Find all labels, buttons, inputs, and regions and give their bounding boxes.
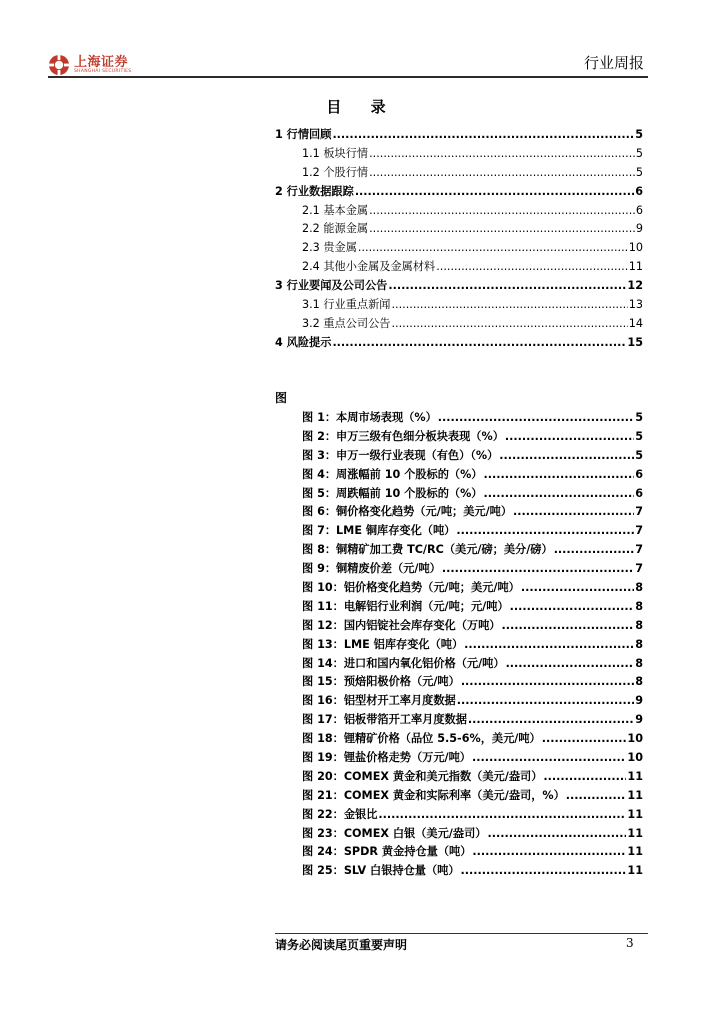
figure-entry-page: 11 xyxy=(627,788,643,802)
dot-leader xyxy=(369,147,635,160)
toc-subsection-entry-label: 1.1 板块行情 xyxy=(302,146,369,160)
figure-entry[interactable] xyxy=(275,409,643,428)
dot-leader xyxy=(369,166,635,179)
dot-leader xyxy=(487,827,626,840)
dot-leader xyxy=(484,487,635,500)
toc-section-entry-label: 4 风险提示 xyxy=(275,335,332,349)
dot-leader xyxy=(436,260,628,273)
figure-entry-label: 图 15：预焙阳极价格（元/吨） xyxy=(302,675,460,689)
figure-entry-page: 11 xyxy=(627,826,643,840)
figure-entry[interactable] xyxy=(275,730,643,749)
figure-entry-label: 图 5：周跌幅前 10 个股标的（%） xyxy=(302,486,483,500)
figure-entry[interactable] xyxy=(275,466,643,485)
figure-entry[interactable] xyxy=(275,522,643,541)
footer-notice: 请务必阅读尾页重要声明 xyxy=(275,938,408,952)
dot-leader xyxy=(457,694,634,707)
dot-leader xyxy=(505,430,634,443)
toc-section-entry-page: 5 xyxy=(635,128,643,141)
figure-entry[interactable] xyxy=(275,862,643,881)
toc-subsection-entry-label: 2.2 能源金属 xyxy=(302,222,369,236)
figure-entry[interactable] xyxy=(275,825,643,844)
dot-leader xyxy=(332,336,626,349)
dot-leader xyxy=(472,845,626,858)
figure-entry-label: 图 23：COMEX 白银（美元/盎司） xyxy=(302,826,487,840)
figure-entry-page: 11 xyxy=(627,845,643,859)
figure-entry-label: 图 1：本周市场表现（%） xyxy=(302,411,437,424)
figure-entry-label: 图 6：铜价格变化趋势（元/吨；美元/吨） xyxy=(302,505,513,519)
figure-entry[interactable] xyxy=(275,560,643,579)
report-type: 行业周报 xyxy=(583,54,644,72)
figure-entry-label: 图 9：铜精废价差（元/吨） xyxy=(302,562,441,576)
toc-section-entry-label: 3 行业要闻及公司公告 xyxy=(275,279,388,293)
figure-entry-label: 图 22：金银比 xyxy=(302,807,378,821)
figure-entry-label: 图 2：申万三级有色细分板块表现（%） xyxy=(302,429,504,443)
dot-leader xyxy=(521,581,634,594)
toc-subsection-entry-page: 13 xyxy=(628,298,643,312)
toc-section-entry-page: 12 xyxy=(627,279,643,293)
figure-entry[interactable] xyxy=(275,787,643,806)
toc-section-entry-page: 15 xyxy=(627,335,643,349)
figure-entry-label: 图 16：铝型材开工率月度数据 xyxy=(302,694,456,708)
figure-entry[interactable] xyxy=(275,749,643,768)
footer-divider xyxy=(275,933,648,934)
figure-entry-page: 11 xyxy=(627,807,643,821)
figure-entry[interactable] xyxy=(275,843,643,862)
brand-logo xyxy=(48,54,131,76)
figure-entry-label: 图 10：铝价格变化趋势（元/吨；美元/吨） xyxy=(302,581,520,595)
figure-entry-page: 8 xyxy=(635,581,643,595)
toc-section-entry[interactable] xyxy=(275,334,643,353)
toc-list xyxy=(275,126,643,353)
figure-entry-page: 7 xyxy=(635,543,643,557)
figure-entry-label: 图 11：电解铝行业利润（元/吨；元/吨） xyxy=(302,599,509,613)
dot-leader xyxy=(332,128,634,141)
figure-entry-page: 10 xyxy=(627,751,643,765)
toc-subsection-entry[interactable] xyxy=(275,239,643,258)
figure-entry[interactable] xyxy=(275,711,643,730)
figure-list-heading: 图 xyxy=(275,391,288,405)
toc-subsection-entry-page: 5 xyxy=(635,146,643,160)
figure-entry[interactable] xyxy=(275,806,643,825)
figure-entry[interactable] xyxy=(275,673,643,692)
dot-leader xyxy=(438,411,634,424)
header-divider xyxy=(48,76,648,78)
figure-entry[interactable] xyxy=(275,636,643,655)
figure-entry-page: 9 xyxy=(635,694,643,708)
figure-entry-page: 6 xyxy=(635,486,643,500)
toc-section-entry-label: 1 行情回顾 xyxy=(275,128,332,141)
figure-entry[interactable] xyxy=(275,428,643,447)
figure-entry-label: 图 12：国内铝锭社会库存变化（万吨） xyxy=(302,618,501,632)
figure-entry-page: 9 xyxy=(635,713,643,727)
figure-entry-page: 5 xyxy=(635,429,643,443)
dot-leader xyxy=(542,732,627,745)
dot-leader xyxy=(510,600,635,613)
figure-entry-page: 8 xyxy=(635,599,643,613)
figure-entry-page: 5 xyxy=(635,411,643,424)
dot-leader xyxy=(378,808,626,821)
page-number: 3 xyxy=(626,936,634,950)
toc-section-entry[interactable] xyxy=(275,126,643,145)
toc-subsection-entry[interactable] xyxy=(275,202,643,221)
figure-entry[interactable] xyxy=(275,541,643,560)
toc-subsection-entry[interactable] xyxy=(275,296,643,315)
dot-leader xyxy=(369,222,635,235)
figure-entry-label: 图 25：SLV 白银持仓量（吨） xyxy=(302,864,460,878)
logo-emblem-icon xyxy=(48,54,70,76)
toc-subsection-entry-page: 6 xyxy=(635,203,643,217)
figure-entry-page: 11 xyxy=(627,864,643,878)
figure-entry-label: 图 17：铝板带箔开工率月度数据 xyxy=(302,713,467,727)
toc-subsection-entry[interactable] xyxy=(275,145,643,164)
figure-entry-page: 7 xyxy=(635,562,643,576)
toc-subsection-entry-label: 2.1 基本金属 xyxy=(302,203,369,217)
figure-entry-page: 7 xyxy=(635,524,643,538)
dot-leader xyxy=(456,524,634,537)
logo-name-en: SHANGHAI SECURITIES xyxy=(74,68,132,74)
dot-leader xyxy=(464,638,634,651)
dot-leader xyxy=(369,204,635,217)
figure-entry[interactable] xyxy=(275,768,643,787)
figure-entry-page: 7 xyxy=(635,505,643,519)
figure-entry-label: 图 20：COMEX 黄金和美元指数（美元/盎司） xyxy=(302,769,543,783)
toc-section-entry-page: 6 xyxy=(635,184,643,198)
toc-subsection-entry-page: 14 xyxy=(628,316,643,330)
dot-leader xyxy=(358,241,628,254)
toc-subsection-entry-page: 5 xyxy=(635,165,643,179)
toc-title: 目 录 xyxy=(326,98,398,116)
toc-subsection-entry-label: 3.2 重点公司公告 xyxy=(302,316,391,330)
dot-leader xyxy=(461,675,634,688)
figure-entry[interactable] xyxy=(275,485,643,504)
figure-entry-label: 图 24：SPDR 黄金持仓量（吨） xyxy=(302,845,472,859)
dot-leader xyxy=(355,185,634,198)
figure-list xyxy=(275,409,643,881)
figure-entry-page: 6 xyxy=(635,467,643,481)
dot-leader xyxy=(391,298,627,311)
dot-leader xyxy=(554,543,635,556)
figure-entry-page: 10 xyxy=(627,732,643,746)
figure-entry[interactable] xyxy=(275,692,643,711)
dot-leader xyxy=(499,449,634,462)
toc-section-entry[interactable] xyxy=(275,183,643,202)
toc-subsection-entry-label: 3.1 行业重点新闻 xyxy=(302,298,391,312)
dot-leader xyxy=(506,657,635,670)
toc-subsection-entry-page: 10 xyxy=(628,241,643,255)
dot-leader xyxy=(501,619,634,632)
figure-entry-label: 图 3：申万一级行业表现（有色）（%） xyxy=(302,448,499,462)
dot-leader xyxy=(484,468,635,481)
toc-subsection-entry[interactable] xyxy=(275,315,643,334)
figure-entry-label: 图 8：铜精矿加工费 TC/RC（美元/磅；美分/磅） xyxy=(302,543,553,557)
toc-subsection-entry[interactable] xyxy=(275,164,643,183)
dot-leader xyxy=(472,751,626,764)
figure-entry[interactable] xyxy=(275,617,643,636)
figure-entry-label: 图 21：COMEX 黄金和实际利率（美元/盎司，%） xyxy=(302,788,565,802)
dot-leader xyxy=(566,789,627,802)
toc-subsection-entry[interactable] xyxy=(275,258,643,277)
figure-entry-label: 图 7：LME 铜库存变化（吨） xyxy=(302,524,456,538)
figure-entry-page: 5 xyxy=(635,448,643,462)
figure-entry-label: 图 14：进口和国内氧化铝价格（元/吨） xyxy=(302,656,505,670)
figure-entry[interactable] xyxy=(275,598,643,617)
figure-entry-label: 图 19：锂盐价格走势（万元/吨） xyxy=(302,751,471,765)
figure-entry-page: 8 xyxy=(635,656,643,670)
dot-leader xyxy=(388,279,626,292)
logo-name-cn: 上海证券 xyxy=(74,54,129,70)
toc-section-entry-label: 2 行业数据跟踪 xyxy=(275,184,354,198)
figure-entry[interactable] xyxy=(275,447,643,466)
page-header xyxy=(48,48,648,78)
toc-subsection-entry-label: 1.2 个股行情 xyxy=(302,165,369,179)
dot-leader xyxy=(543,770,626,783)
toc-subsection-entry[interactable] xyxy=(275,220,643,239)
figure-entry[interactable] xyxy=(275,503,643,522)
figure-entry-page: 8 xyxy=(635,675,643,689)
figure-entry-label: 图 4：周涨幅前 10 个股标的（%） xyxy=(302,467,483,481)
toc-subsection-entry-label: 2.4 其他小金属及金属材料 xyxy=(302,260,436,274)
figure-entry[interactable] xyxy=(275,579,643,598)
toc-section-entry[interactable] xyxy=(275,277,643,296)
toc-subsection-entry-page: 11 xyxy=(628,260,643,274)
toc-subsection-entry-page: 9 xyxy=(635,222,643,236)
figure-entry-page: 8 xyxy=(635,618,643,632)
dot-leader xyxy=(391,317,627,330)
dot-leader xyxy=(513,505,634,518)
figure-entry[interactable] xyxy=(275,655,643,674)
dot-leader xyxy=(461,864,627,877)
figure-entry-label: 图 13：LME 铝库存变化（吨） xyxy=(302,637,464,651)
dot-leader xyxy=(468,713,634,726)
figure-entry-label: 图 18：锂精矿价格（品位 5.5-6%，美元/吨） xyxy=(302,732,541,746)
dot-leader xyxy=(442,562,634,575)
toc-subsection-entry-label: 2.3 贵金属 xyxy=(302,241,357,255)
figure-entry-page: 11 xyxy=(627,769,643,783)
figure-entry-page: 8 xyxy=(635,637,643,651)
